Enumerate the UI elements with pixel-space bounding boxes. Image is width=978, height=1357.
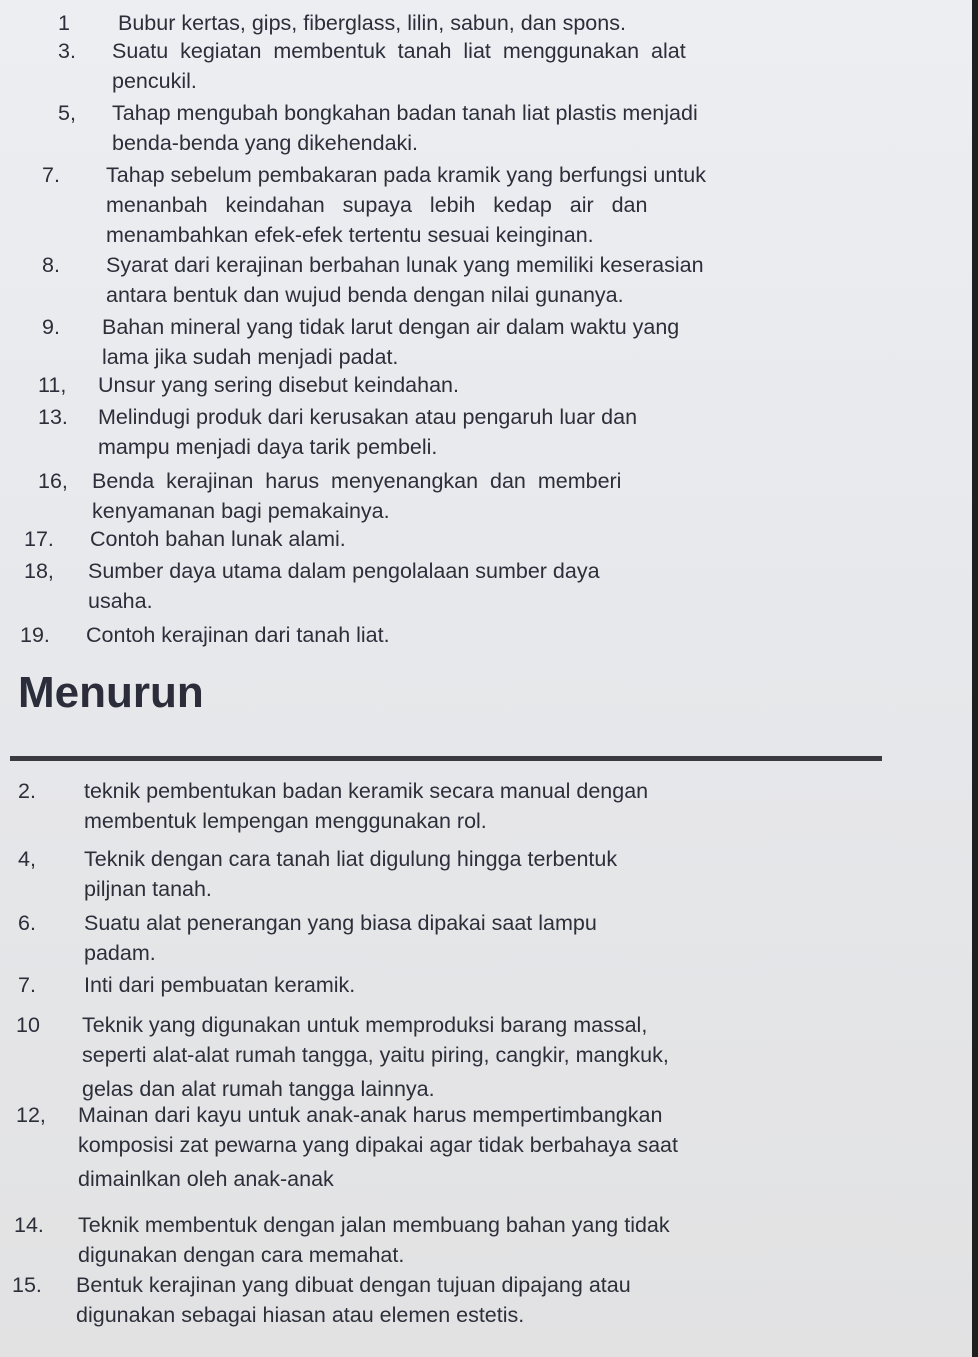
- clue-text-line: Inti dari pembuatan keramik.: [84, 973, 356, 997]
- clue-text-line: Teknik yang digunakan untuk memproduksi barang massal,: [82, 1013, 648, 1037]
- clue-number: 14.: [14, 1213, 44, 1237]
- clue-number: 10: [16, 1013, 40, 1037]
- clue-text-line: Bahan mineral yang tidak larut dengan air dalam waktu yang: [102, 315, 680, 339]
- clue-number: 18,: [24, 559, 54, 583]
- clue-text-line: Suatu alat penerangan yang biasa dipakai saat lampu: [84, 911, 597, 935]
- clue-number: 7.: [18, 973, 36, 997]
- clue-text-line: kenyamanan bagi pemakainya.: [92, 499, 390, 523]
- clue-text-line: seperti alat-alat rumah tangga, yaitu piring, cangkir, mangkuk,: [82, 1043, 669, 1067]
- clue-text-line: Teknik membentuk dengan jalan membuang bahan yang tidak: [78, 1213, 670, 1237]
- clue-number: 17.: [24, 527, 54, 551]
- clue-number: 16,: [38, 469, 68, 493]
- clue-number: 9.: [42, 315, 60, 339]
- clue-number: 8.: [42, 253, 60, 277]
- clue-text-line: Tahap sebelum pembakaran pada kramik yang berfungsi untuk: [106, 163, 706, 187]
- clue-number: 13.: [38, 405, 68, 429]
- clue-text-line: benda-benda yang dikehendaki.: [112, 131, 419, 155]
- clue-number: 19.: [20, 623, 50, 647]
- section-divider: [10, 756, 882, 761]
- clue-number: 2.: [18, 779, 36, 803]
- clue-number: 12,: [16, 1103, 46, 1127]
- clue-text-line: pencukil.: [112, 69, 197, 93]
- clue-number: 6.: [18, 911, 36, 935]
- section-heading: Menurun: [18, 668, 204, 717]
- clue-text-line: menanbah keindahan supaya lebih kedap air dan: [106, 193, 648, 217]
- clue-text-line: dimainlkan oleh anak-anak: [78, 1167, 334, 1191]
- clue-text-line: Mainan dari kayu untuk anak-anak harus mempertimbangkan: [78, 1103, 663, 1127]
- clue-text-line: Bubur kertas, gips, fiberglass, lilin, sabun, dan spons.: [118, 11, 626, 35]
- clue-text-line: padam.: [84, 941, 156, 965]
- clue-text-line: membentuk lempengan menggunakan rol.: [84, 809, 487, 833]
- clue-number: 4,: [18, 847, 36, 871]
- clue-number: 11,: [38, 373, 67, 397]
- clue-text-line: Suatu kegiatan membentuk tanah liat menggunakan alat: [112, 39, 686, 63]
- clue-number: 15.: [12, 1273, 42, 1297]
- clue-text-line: usaha.: [88, 589, 153, 613]
- clue-text-line: gelas dan alat rumah tangga lainnya.: [82, 1077, 435, 1101]
- clue-number: 7.: [42, 163, 60, 187]
- clue-text-line: Sumber daya utama dalam pengolalaan sumber daya: [88, 559, 600, 583]
- clue-text-line: Unsur yang sering disebut keindahan.: [98, 373, 459, 397]
- clue-text-line: Bentuk kerajinan yang dibuat dengan tujuan dipajang atau: [76, 1273, 631, 1297]
- clue-text-line: komposisi zat pewarna yang dipakai agar tidak berbahaya saat: [78, 1133, 678, 1157]
- clue-text-line: lama jika sudah menjadi padat.: [102, 345, 399, 369]
- clue-text-line: digunakan sebagai hiasan atau elemen estetis.: [76, 1303, 525, 1327]
- clue-text-line: Syarat dari kerajinan berbahan lunak yang memiliki keserasian: [106, 253, 704, 277]
- clue-text-line: antara bentuk dan wujud benda dengan nilai gunanya.: [106, 283, 624, 307]
- clue-text-line: menambahkan efek-efek tertentu sesuai keinginan.: [106, 223, 594, 247]
- clue-text-line: digunakan dengan cara memahat.: [78, 1243, 405, 1267]
- clue-text-line: piljnan tanah.: [84, 877, 212, 901]
- clue-number: 3.: [58, 39, 76, 63]
- clue-text-line: Teknik dengan cara tanah liat digulung hingga terbentuk: [84, 847, 618, 871]
- clue-text-line: mampu menjadi daya tarik pembeli.: [98, 435, 438, 459]
- clue-text-line: Benda kerajinan harus menyenangkan dan memberi: [92, 469, 622, 493]
- clue-number: 1: [58, 11, 70, 35]
- clue-number: 5,: [58, 101, 76, 125]
- clue-text-line: teknik pembentukan badan keramik secara manual dengan: [84, 779, 649, 803]
- clue-text-line: Tahap mengubah bongkahan badan tanah liat plastis menjadi: [112, 101, 698, 125]
- clue-text-line: Contoh bahan lunak alami.: [90, 527, 346, 551]
- clue-text-line: Melindugi produk dari kerusakan atau pengaruh luar dan: [98, 405, 638, 429]
- page-edge-shadow: [972, 0, 978, 1357]
- clue-text-line: Contoh kerajinan dari tanah liat.: [86, 623, 390, 647]
